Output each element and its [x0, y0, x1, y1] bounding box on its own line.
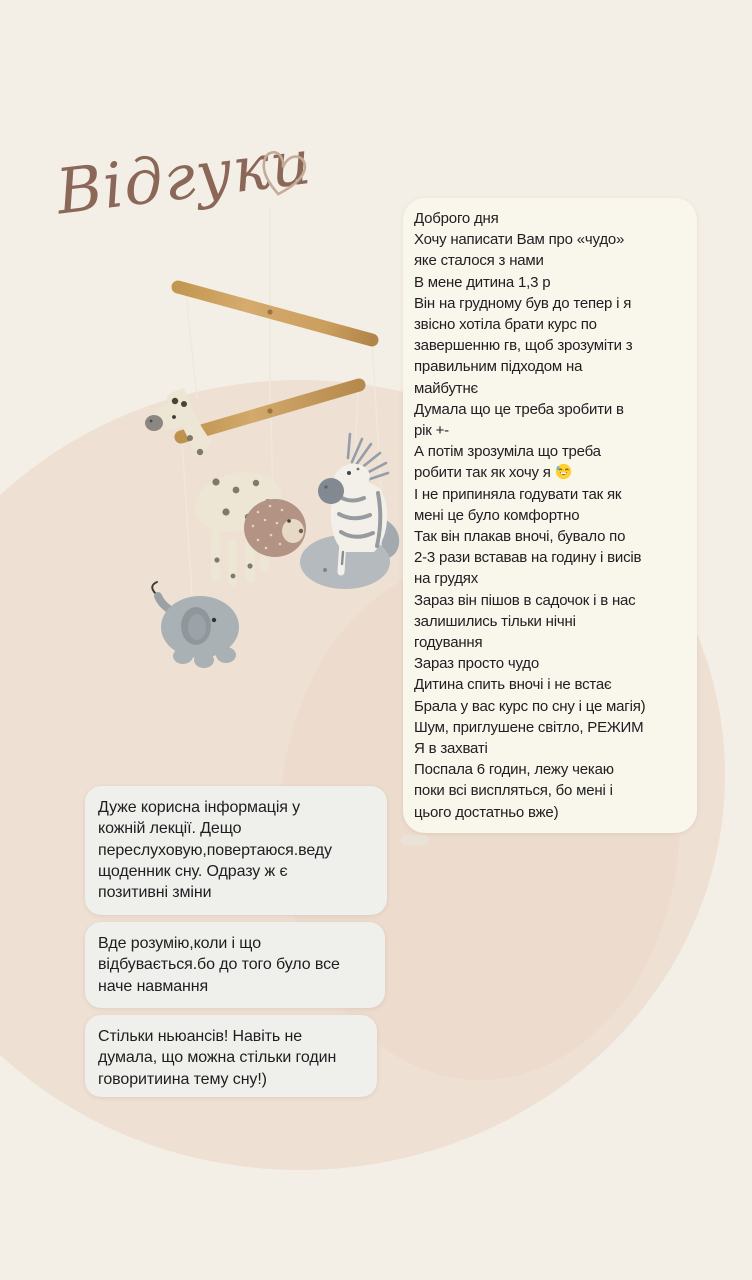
message-line: Шум, приглушене світло, РЕЖИМ	[414, 718, 644, 736]
message-line: цього достатньо вже)	[414, 803, 559, 821]
message-line: на грудях	[414, 570, 479, 588]
message-line: відбувається.бо до того було все	[98, 956, 340, 974]
message-line: звісно хотіла брати курс по	[414, 316, 597, 334]
baby-mobile-illustration	[90, 190, 440, 690]
message-line: говоритиина тему сну!)	[98, 1070, 267, 1088]
message-line: Поспала 6 годин, лежу чекаю	[414, 761, 614, 779]
message-line: робити так як хочу я	[414, 462, 685, 483]
message-line: 2-3 рази вставав на годину і висів	[414, 549, 642, 567]
message-line: рік +-	[414, 422, 449, 440]
message-line: Брала у вас курс по сну і це магія)	[414, 697, 646, 715]
message-line: В мене дитина 1,3 р	[414, 273, 551, 291]
message-line: І не припиняла годувати так як	[414, 485, 622, 503]
hedgehog-toy	[244, 499, 306, 557]
message-line: майбутнє	[414, 379, 479, 397]
message-line: думала, що можна стільки годин	[98, 1049, 337, 1067]
message-line: кожній лекції. Дещо	[98, 820, 242, 838]
message-line: Думала що це треба зробити в	[414, 400, 624, 418]
message-line: годування	[414, 634, 483, 652]
message-line: переслуховую,повертаюся.веду	[98, 841, 332, 859]
message-line: завершенню гв, щоб зрозуміти з	[414, 337, 633, 355]
message-line: Так він плакав вночі, бувало по	[414, 528, 626, 546]
message-line: Стільки ньюансів! Навіть не	[98, 1028, 302, 1045]
message-line: мені це було комфортно	[414, 506, 580, 524]
message-line: Доброго дня	[414, 210, 499, 227]
review-bubble-left-2	[85, 922, 385, 1008]
message-line: Я в захваті	[414, 740, 488, 758]
message-line: Дуже корисна інформація у	[98, 799, 301, 816]
message-line: Вде розумію,коли і що	[98, 935, 261, 952]
message-line: Зараз просто чудо	[414, 655, 539, 673]
review-bubble-left-3	[85, 1015, 377, 1097]
message-line: правильним підходом на	[414, 358, 583, 376]
message-line: наче навмання	[98, 977, 209, 995]
message-line: залишились тільки нічні	[414, 612, 576, 630]
message-line: позитивні зміни	[98, 884, 212, 902]
message-line: поки всі виспляться, бо мені і	[414, 782, 613, 800]
elephant-toy	[152, 582, 239, 668]
cropped-bubble-remnant	[401, 835, 429, 845]
review-bubble-left-1	[85, 786, 387, 915]
message-line: яке сталося з нами	[414, 252, 544, 270]
message-line: Він на грудному був до тепер і я	[414, 294, 632, 312]
message-line: Зараз він пішов в садочок і в нас	[414, 591, 636, 609]
zebra-toy	[300, 434, 399, 589]
wooden-bars	[178, 287, 372, 437]
message-line: Дитина спить вночі і не встає	[414, 676, 612, 694]
wooden-bar-top	[178, 287, 372, 340]
message-line: щоденник сну. Одразу ж є	[98, 862, 288, 880]
message-line: Хочу написати Вам про «чудо»	[414, 231, 625, 249]
page-title-script: Відгуки	[52, 124, 316, 229]
sweat-smile-emoji-icon	[555, 463, 572, 480]
review-bubble-main	[403, 198, 697, 833]
message-line: А потім зрозуміла що треба	[414, 443, 601, 461]
